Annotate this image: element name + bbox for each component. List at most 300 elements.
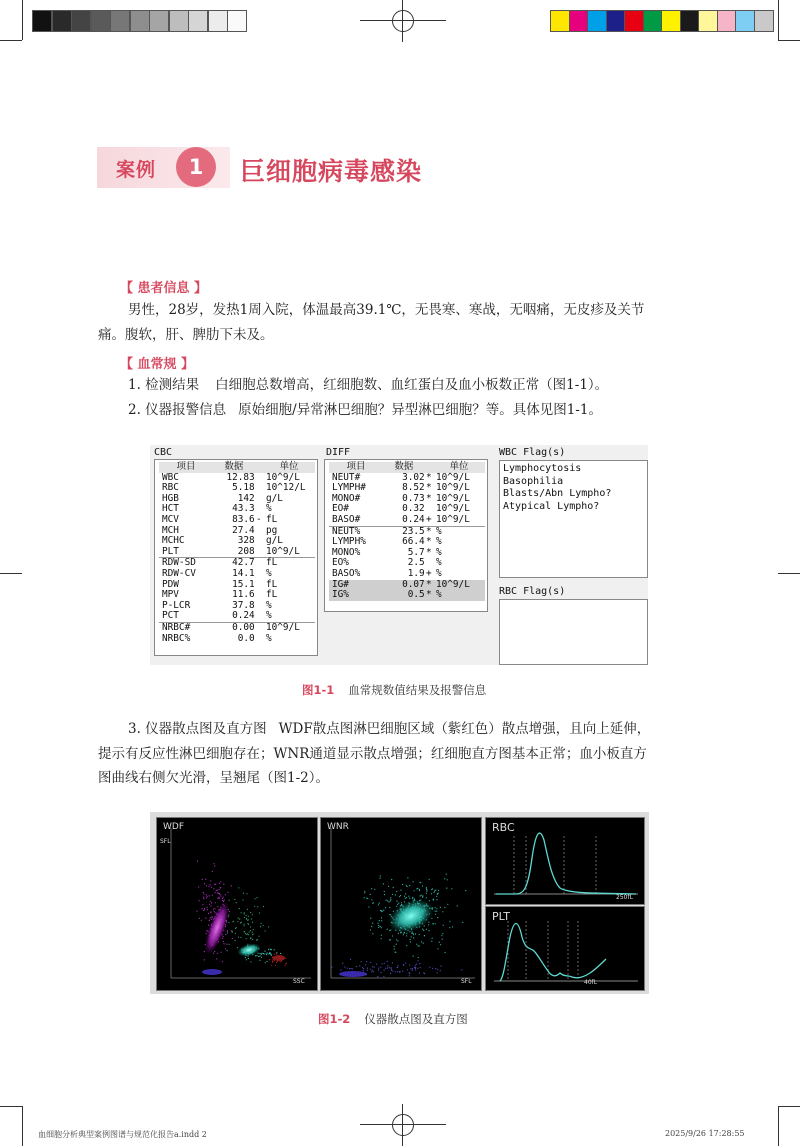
diff-item-value: 66.4 bbox=[402, 536, 425, 548]
scatter-dot bbox=[383, 910, 384, 911]
grayscale-swatch bbox=[208, 10, 228, 32]
scatter-dot bbox=[205, 918, 206, 919]
scatter-dot bbox=[196, 911, 197, 912]
diff-item-flag: + bbox=[426, 513, 432, 525]
scatter-dot bbox=[440, 907, 441, 908]
scatter-dot bbox=[390, 973, 391, 974]
diff-item-value: 0.24 bbox=[402, 513, 425, 525]
diff-item-flag: * bbox=[426, 525, 432, 537]
cbc-item-unit: g/L bbox=[265, 535, 283, 547]
diff-item-unit: 10^9/L bbox=[435, 503, 470, 515]
diff-item-unit: 10^9/L bbox=[435, 482, 470, 494]
grayscale-swatch bbox=[32, 10, 52, 32]
scatter-dot bbox=[220, 881, 221, 882]
scatter-dot bbox=[268, 949, 269, 950]
diff-item-name: NEUT% bbox=[329, 526, 383, 537]
scatter-dot bbox=[227, 950, 228, 951]
scatter-dot bbox=[409, 885, 410, 886]
scatter-dot bbox=[388, 886, 389, 887]
wbc-flag-item: Lymphocytosis bbox=[503, 463, 582, 474]
cbc-title: CBC bbox=[154, 447, 173, 458]
scatter-dot bbox=[364, 891, 365, 892]
scatter-dot bbox=[412, 933, 413, 934]
grayscale-swatch bbox=[188, 10, 208, 32]
scatter-dot bbox=[228, 922, 229, 923]
cbc-item-flag bbox=[255, 547, 263, 558]
scatter-dot bbox=[418, 957, 419, 958]
scatter-dot bbox=[417, 968, 418, 969]
scatter-dot bbox=[222, 938, 223, 939]
scatter-dot bbox=[378, 969, 379, 970]
cbc-item-flag bbox=[255, 611, 263, 622]
scatter-dot bbox=[361, 961, 362, 962]
scatter-dot bbox=[246, 919, 247, 920]
diff-item-name: EO% bbox=[332, 557, 349, 569]
scatter-dot bbox=[269, 953, 270, 954]
scatter-dot bbox=[415, 967, 416, 968]
diff-item-name: LYMPH% bbox=[332, 536, 366, 548]
wnr-x-label: SFL bbox=[461, 978, 472, 985]
scatter-dot bbox=[411, 933, 412, 934]
scatter-dot bbox=[372, 933, 373, 934]
color-swatch bbox=[754, 10, 774, 32]
scatter-dot bbox=[203, 897, 204, 898]
scatter-dot bbox=[243, 924, 244, 925]
diff-item-value: 3.02 bbox=[402, 471, 425, 483]
scatter-dot bbox=[403, 965, 404, 966]
scatter-dot bbox=[412, 898, 413, 899]
scatter-dot bbox=[214, 908, 215, 909]
scatter-dot bbox=[443, 925, 444, 926]
scatter-dot bbox=[203, 910, 204, 911]
scatter-dot bbox=[213, 863, 214, 864]
scatter-dot bbox=[244, 913, 245, 914]
scatter-dot bbox=[246, 959, 247, 960]
scatter-dot bbox=[426, 889, 427, 890]
rbc-curve bbox=[496, 833, 636, 894]
scatter-dot bbox=[249, 931, 250, 932]
crop-mark bbox=[0, 40, 22, 41]
scatter-dot bbox=[378, 925, 379, 926]
scatter-dot bbox=[380, 875, 381, 876]
scatter-dot bbox=[366, 898, 367, 899]
scatter-dot bbox=[447, 879, 448, 880]
wbc-flag-title: WBC Flag(s) bbox=[499, 447, 566, 458]
scatter-dot bbox=[362, 967, 363, 968]
cbc-item-unit: % bbox=[265, 599, 272, 611]
figure1-caption-number: 图1-1 bbox=[302, 683, 335, 697]
scatter-dot bbox=[410, 968, 411, 969]
diff-title: DIFF bbox=[326, 447, 351, 458]
scatter-dot bbox=[225, 934, 226, 935]
scatter-dot bbox=[199, 918, 200, 919]
cbc-item-unit: fL bbox=[263, 558, 315, 569]
diff-item-unit: % bbox=[435, 557, 442, 569]
scatter-dot bbox=[396, 891, 397, 892]
scatter-dot bbox=[211, 916, 212, 917]
scatter-dot bbox=[367, 970, 368, 971]
scatter-dot bbox=[435, 911, 436, 912]
scatter-dot bbox=[380, 878, 381, 879]
cbc-item-flag bbox=[255, 494, 263, 505]
scatter-dot bbox=[210, 901, 211, 902]
scatter-dot bbox=[206, 933, 207, 934]
cbc-item-unit: g/L bbox=[265, 492, 283, 504]
cbc-col-item: 项目 bbox=[159, 462, 213, 473]
scatter-dot bbox=[382, 963, 383, 964]
scatter-dot bbox=[410, 939, 411, 940]
cbc-item-unit: 10^9/L bbox=[265, 471, 300, 483]
scatter-dot bbox=[261, 954, 262, 955]
scatter-dot bbox=[389, 907, 390, 908]
scatter-dot bbox=[261, 923, 262, 924]
scatter-dot bbox=[206, 885, 207, 886]
patient-info-line1: 男性，28岁，发热1周入院，体温最高39.1℃，无畏寒、寒战，无咽痛，无皮疹及关节 bbox=[128, 302, 645, 318]
scatter-dot bbox=[387, 961, 388, 962]
scatter-dot bbox=[416, 888, 417, 889]
crop-mark bbox=[22, 0, 23, 40]
scatter-dot bbox=[395, 894, 396, 895]
scatter-dot bbox=[199, 900, 200, 901]
diff-item-flag: * bbox=[426, 482, 432, 494]
scatter-dot bbox=[405, 898, 406, 899]
scatter-dot bbox=[384, 963, 385, 964]
cbc-item-flag bbox=[255, 601, 263, 612]
plt-label: PLT bbox=[492, 910, 510, 923]
cbc-item-flag bbox=[255, 590, 263, 601]
blood-routine-item3-line1 bbox=[128, 717, 650, 742]
grayscale-swatch bbox=[52, 10, 72, 32]
footer-file-name: 血细胞分析典型案例图谱与规范化报告a.indd 2 bbox=[38, 1130, 207, 1139]
scatter-dot bbox=[409, 898, 410, 899]
color-swatch bbox=[569, 10, 589, 32]
diff-item-value: 23.5 bbox=[383, 526, 425, 537]
cbc-result-screen bbox=[150, 445, 648, 665]
scatter-dot bbox=[227, 892, 228, 893]
wnr-label: WNR bbox=[327, 822, 349, 832]
cbc-item-name: PCT bbox=[162, 610, 179, 622]
scatter-dot bbox=[232, 932, 233, 933]
scatter-dot bbox=[403, 934, 404, 935]
scatter-dot bbox=[223, 943, 224, 944]
scatter-dot bbox=[204, 951, 205, 952]
cbc-item-value: 0.0 bbox=[237, 632, 255, 644]
scatter-dot bbox=[413, 881, 414, 882]
scatter-dot bbox=[235, 928, 236, 929]
scatter-dot bbox=[426, 929, 427, 930]
scatter-dot bbox=[223, 901, 224, 902]
scatter-dot bbox=[442, 939, 443, 940]
wdf-monocyte-cloud bbox=[236, 941, 262, 959]
diff-col-unit: 单位 bbox=[433, 462, 485, 473]
cbc-item-name: MCHC bbox=[162, 535, 185, 547]
grayscale-swatch bbox=[110, 10, 130, 32]
cbc-item-unit: pg bbox=[265, 524, 278, 536]
scatter-dot bbox=[421, 895, 422, 896]
scatter-dot bbox=[225, 894, 226, 895]
diff-col-item: 项目 bbox=[329, 462, 383, 473]
cbc-item-value: 43.3 bbox=[232, 503, 255, 515]
cbc-item-unit: % bbox=[265, 610, 272, 622]
scatter-dot bbox=[421, 941, 422, 942]
grayscale-swatch bbox=[130, 10, 150, 32]
scatter-dot bbox=[215, 892, 216, 893]
scatter-dot bbox=[426, 893, 427, 894]
scatter-dot bbox=[420, 967, 421, 968]
scatter-dot bbox=[378, 904, 379, 905]
scatter-dot bbox=[444, 878, 445, 879]
registration-mark bbox=[778, 573, 800, 574]
color-swatch bbox=[735, 10, 755, 32]
scatter-dot bbox=[408, 896, 409, 897]
cbc-item-flag bbox=[255, 483, 263, 494]
scatter-dot bbox=[435, 907, 436, 908]
scatter-dot bbox=[395, 971, 396, 972]
scatter-dot bbox=[213, 909, 214, 910]
scatter-dot bbox=[250, 961, 251, 962]
diff-item-value: 0.07 bbox=[383, 580, 425, 591]
scatter-dot bbox=[445, 952, 446, 953]
scatter-dot bbox=[391, 879, 392, 880]
scatter-dot bbox=[461, 969, 462, 970]
scatter-dot bbox=[449, 927, 450, 928]
scatter-dot bbox=[231, 885, 232, 886]
scatter-dot bbox=[285, 958, 286, 959]
wdf-x-label: SSC bbox=[293, 978, 305, 985]
diff-item-name: NEUT# bbox=[332, 471, 361, 483]
diff-item-flag: * bbox=[426, 536, 432, 548]
cbc-item-value: 11.6 bbox=[232, 589, 255, 601]
scatter-dot bbox=[410, 941, 411, 942]
scatter-dot bbox=[449, 921, 450, 922]
diff-item-flag: * bbox=[426, 471, 432, 483]
cbc-table-box bbox=[154, 459, 318, 656]
scatter-dot bbox=[387, 929, 388, 930]
scatter-dot bbox=[426, 887, 427, 888]
scatter-dot bbox=[465, 890, 466, 891]
scatter-dot bbox=[366, 961, 367, 962]
scatter-dot bbox=[263, 953, 264, 954]
scatter-dot bbox=[198, 886, 199, 887]
case-label: 案例 bbox=[116, 159, 157, 181]
scatter-dot bbox=[244, 925, 245, 926]
scatter-dot bbox=[402, 884, 403, 885]
scatter-dot bbox=[232, 921, 233, 922]
cbc-item-value: 328 bbox=[237, 535, 255, 547]
scatter-dot bbox=[447, 904, 448, 905]
scatter-dot bbox=[207, 909, 208, 910]
scatter-dot bbox=[250, 930, 251, 931]
scatter-dot bbox=[214, 884, 215, 885]
color-swatch bbox=[680, 10, 700, 32]
scatter-dot bbox=[409, 964, 410, 965]
scatter-dot bbox=[364, 897, 365, 898]
cbc-item-flag bbox=[255, 569, 263, 580]
scatter-dot bbox=[223, 884, 224, 885]
scatter-dot bbox=[271, 955, 272, 956]
scatter-dot bbox=[374, 889, 375, 890]
scatter-dot bbox=[416, 964, 417, 965]
scatter-dot bbox=[204, 908, 205, 909]
cbc-item-name: NRBC# bbox=[159, 622, 213, 633]
scatter-dot bbox=[389, 967, 390, 968]
scatter-dot bbox=[420, 895, 421, 896]
blood-routine-item1 bbox=[128, 373, 608, 398]
scatter-dot bbox=[254, 906, 255, 907]
diff-item-name: BASO# bbox=[332, 513, 361, 525]
cbc-row bbox=[159, 634, 315, 645]
scatter-dot bbox=[214, 865, 215, 866]
scatter-dot bbox=[269, 959, 270, 960]
cbc-item-name: MCV bbox=[162, 513, 179, 525]
scatter-dot bbox=[389, 930, 390, 931]
scatter-dot bbox=[405, 963, 406, 964]
scatter-dot bbox=[266, 961, 267, 962]
scatter-dot bbox=[229, 944, 230, 945]
scatter-dot bbox=[261, 957, 262, 958]
cbc-row bbox=[159, 483, 315, 494]
scatter-dot bbox=[210, 884, 211, 885]
scatter-dot bbox=[245, 957, 246, 958]
scatter-dot bbox=[413, 956, 414, 957]
scatter-dot bbox=[429, 900, 430, 901]
scatter-dot bbox=[370, 929, 371, 930]
scatter-dot bbox=[222, 961, 223, 962]
scatter-dot bbox=[224, 899, 225, 900]
scatter-dot bbox=[342, 963, 343, 964]
scatter-dot bbox=[265, 930, 266, 931]
scatter-dot bbox=[426, 891, 427, 892]
diff-item-value: 0.32 bbox=[402, 503, 425, 515]
scatter-dot bbox=[413, 934, 414, 935]
scatter-dot bbox=[234, 899, 235, 900]
figure2-caption-number: 图1-2 bbox=[318, 1012, 351, 1026]
scatter-dot bbox=[419, 882, 420, 883]
scatter-dot bbox=[402, 971, 403, 972]
scatter-dot bbox=[396, 901, 397, 902]
scatter-dot bbox=[419, 963, 420, 964]
scatter-dot bbox=[241, 912, 242, 913]
scatter-dot bbox=[441, 966, 442, 967]
scatter-dot bbox=[457, 905, 458, 906]
scatter-dot bbox=[257, 939, 258, 940]
scatter-dot bbox=[201, 920, 202, 921]
scatter-dot bbox=[218, 893, 219, 894]
scatter-dot bbox=[222, 900, 223, 901]
scatter-dot bbox=[246, 938, 247, 939]
scatter-dot bbox=[431, 918, 432, 919]
scatter-dot bbox=[381, 938, 382, 939]
diff-item-flag: * bbox=[426, 492, 432, 504]
scatter-dot bbox=[240, 922, 241, 923]
cbc-item-flag bbox=[255, 473, 263, 484]
scatter-dot bbox=[207, 896, 208, 897]
cbc-item-unit: fL bbox=[265, 513, 278, 525]
cbc-item-value: 27.4 bbox=[232, 524, 255, 536]
scatter-dot bbox=[209, 904, 210, 905]
scatter-dot bbox=[406, 935, 407, 936]
crop-mark bbox=[778, 1106, 779, 1146]
scatter-dot bbox=[254, 898, 255, 899]
cbc-item-unit: 10^9/L bbox=[265, 545, 300, 557]
scatter-dot bbox=[396, 944, 397, 945]
scatter-dot bbox=[223, 897, 224, 898]
rbc-scale: 250fL bbox=[616, 894, 633, 901]
scatter-dot bbox=[391, 967, 392, 968]
scatter-dot bbox=[412, 968, 413, 969]
scatter-dot bbox=[397, 971, 398, 972]
scatter-dot bbox=[386, 900, 387, 901]
color-swatch bbox=[661, 10, 681, 32]
case-number-badge: 1 bbox=[176, 147, 216, 187]
scatter-dot bbox=[396, 906, 397, 907]
scatter-dot bbox=[275, 965, 276, 966]
diff-row bbox=[329, 515, 485, 526]
diff-item-name: BASO% bbox=[332, 567, 361, 579]
scatter-dot bbox=[202, 879, 203, 880]
scatter-dot bbox=[439, 942, 440, 943]
scatter-dot bbox=[274, 954, 275, 955]
scatter-dot bbox=[381, 935, 382, 936]
color-swatch bbox=[606, 10, 626, 32]
scatter-dot bbox=[435, 914, 436, 915]
scatter-dot bbox=[435, 890, 436, 891]
scatter-dot bbox=[392, 894, 393, 895]
scatter-dot bbox=[217, 953, 218, 954]
scatter-dot bbox=[424, 973, 425, 974]
scatter-dot bbox=[436, 908, 437, 909]
scatter-dot bbox=[406, 945, 407, 946]
blood-routine-heading: 【 血常规 】 bbox=[120, 357, 195, 372]
scatter-dot bbox=[229, 900, 230, 901]
scatter-dot bbox=[462, 922, 463, 923]
scatter-dot bbox=[444, 907, 445, 908]
scatter-dot bbox=[429, 879, 430, 880]
scatter-dot bbox=[239, 908, 240, 909]
diff-item-value: 2.5 bbox=[407, 557, 425, 569]
scatter-dot bbox=[237, 947, 238, 948]
cbc-item-value: 0.24 bbox=[232, 610, 255, 622]
diff-item-value: 5.7 bbox=[407, 546, 425, 558]
scatter-dot bbox=[380, 972, 381, 973]
scatter-dot bbox=[367, 968, 368, 969]
scatter-dot bbox=[256, 955, 257, 956]
scatter-dot bbox=[238, 918, 239, 919]
scatter-dot bbox=[426, 897, 427, 898]
cbc-item-value: 42.7 bbox=[213, 558, 255, 569]
scatter-dot bbox=[365, 964, 366, 965]
scatter-dot bbox=[217, 898, 218, 899]
scatter-dot bbox=[263, 925, 264, 926]
scatter-dot bbox=[399, 896, 400, 897]
wnr-ghost-cloud bbox=[339, 971, 367, 977]
scatter-dot bbox=[265, 962, 266, 963]
scatter-dot bbox=[211, 887, 212, 888]
scatter-dot bbox=[417, 888, 418, 889]
scatter-dot bbox=[415, 969, 416, 970]
scatter-dot bbox=[387, 900, 388, 901]
scatter-dot bbox=[424, 935, 425, 936]
cbc-item-value: 12.83 bbox=[226, 471, 255, 483]
cbc-item-flag bbox=[255, 634, 263, 645]
scatter-dot bbox=[276, 962, 277, 963]
scatter-dot bbox=[206, 894, 207, 895]
grayscale-swatch bbox=[91, 10, 111, 32]
scatter-dot bbox=[370, 962, 371, 963]
crop-mark bbox=[0, 1106, 22, 1107]
color-swatch bbox=[550, 10, 570, 32]
scatter-dot bbox=[434, 890, 435, 891]
